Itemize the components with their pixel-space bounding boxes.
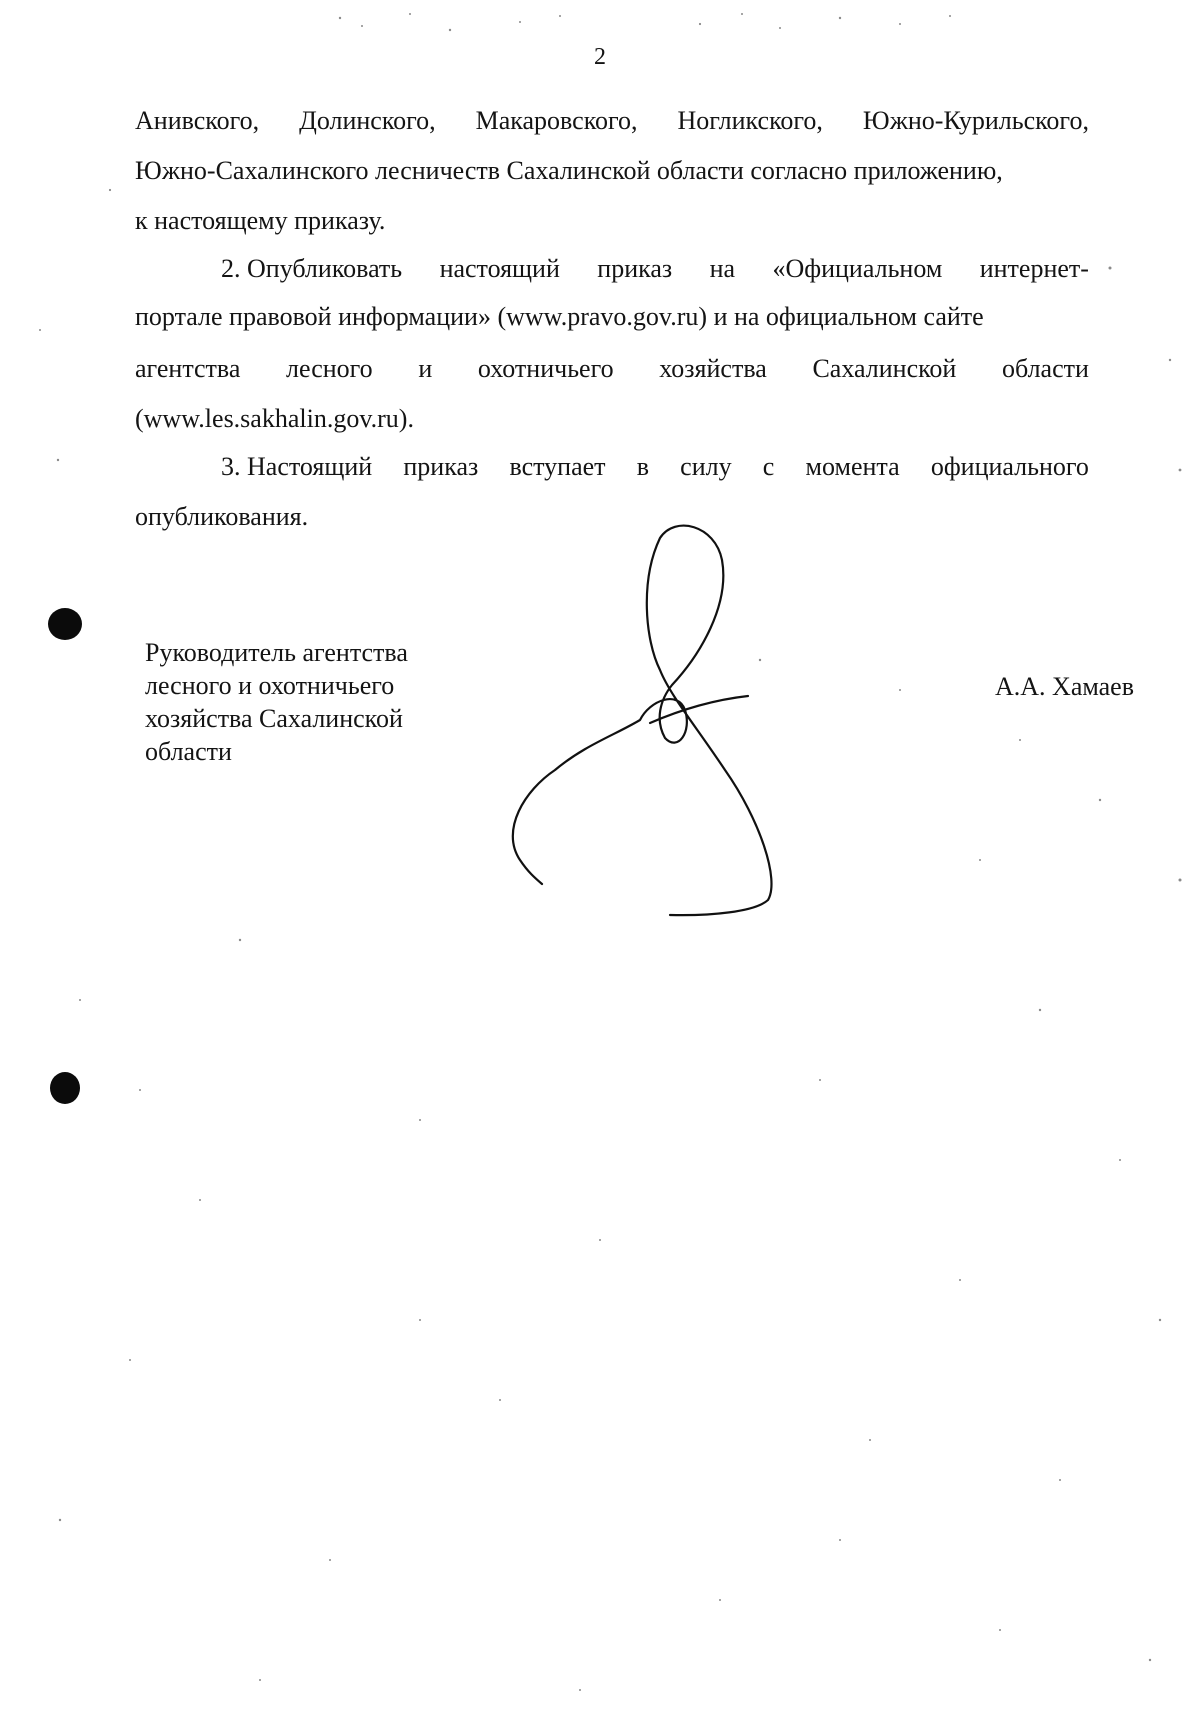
- word: хозяйства: [659, 354, 767, 383]
- word: настоящий: [439, 254, 560, 283]
- item-2-line-4: (www.les.sakhalin.gov.ru).: [135, 404, 414, 433]
- word: Долинского,: [299, 106, 436, 135]
- word: в: [636, 452, 649, 481]
- word: Южно-Курильского,: [862, 106, 1089, 135]
- word: лесного: [286, 354, 373, 383]
- word: интернет-: [979, 254, 1089, 283]
- word: силу: [680, 452, 732, 481]
- word: приказ: [597, 254, 673, 283]
- word: и: [418, 354, 433, 383]
- body-line-2: Южно-Сахалинского лесничеств Сахалинской области согласно приложению,: [135, 156, 1003, 185]
- punch-hole-bottom: [50, 1072, 80, 1104]
- word: на: [709, 254, 736, 283]
- word: области: [1002, 354, 1089, 383]
- word: 3. Настоящий: [221, 452, 373, 481]
- word: момента: [805, 452, 900, 481]
- item-2-line-2: портале правовой информации» (www.pravo.gov.ru) и на официальном сайте: [135, 302, 984, 331]
- signer-position-line: области: [145, 737, 232, 766]
- word: агентства: [135, 354, 241, 383]
- word: с: [762, 452, 775, 481]
- word: Анивского,: [135, 106, 260, 135]
- signer-position-line: лесного и охотничьего: [145, 671, 395, 700]
- item-2-line-1: [221, 254, 1089, 284]
- word: 2. Опубликовать: [221, 254, 403, 283]
- signer-position-line: хозяйства Сахалинской: [145, 704, 403, 733]
- word: охотничьего: [477, 354, 614, 383]
- word: Ногликского,: [677, 106, 823, 135]
- signer-position-line: Руководитель агентства: [145, 638, 408, 667]
- word: официального: [930, 452, 1089, 481]
- handwritten-signature: [500, 520, 780, 920]
- word: приказ: [403, 452, 479, 481]
- body-line-1: [135, 106, 1089, 136]
- word: Макаровского,: [475, 106, 638, 135]
- punch-hole-top: [48, 608, 82, 640]
- item-2-line-3: [135, 354, 1089, 384]
- word: Сахалинской: [812, 354, 957, 383]
- item-3-line-2: опубликования.: [135, 502, 309, 531]
- page-number: 2: [594, 44, 606, 70]
- word: вступает: [509, 452, 606, 481]
- item-3-line-1: [221, 452, 1089, 482]
- signer-position: [145, 636, 408, 768]
- signer-name: А.А. Хамаев: [994, 672, 1134, 701]
- body-line-3: к настоящему приказу.: [135, 206, 386, 235]
- word: «Официальном: [772, 254, 943, 283]
